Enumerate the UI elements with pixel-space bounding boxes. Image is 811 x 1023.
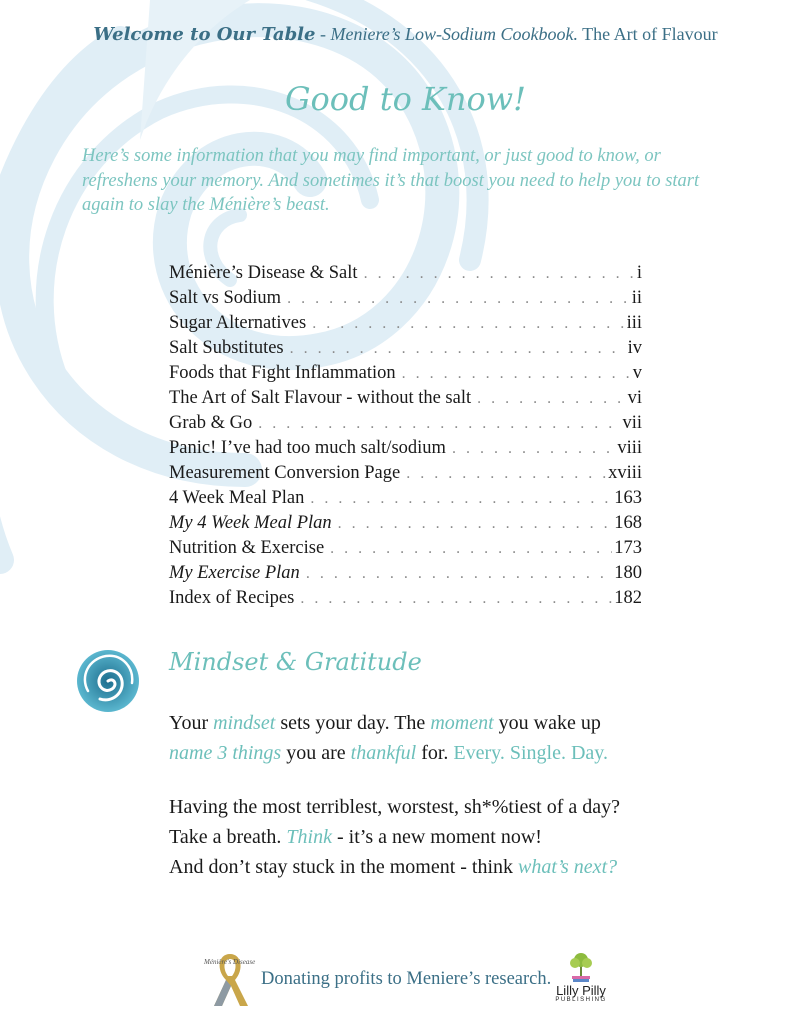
- section-title: Mindset & Gratitude: [169, 648, 422, 676]
- page-title: Good to Know!: [284, 80, 527, 118]
- dot-leader: [287, 290, 630, 308]
- toc-entry-page: 168: [614, 513, 642, 533]
- mindset-paragraph: [169, 708, 729, 768]
- toc-entry[interactable]: [169, 488, 642, 513]
- text-span: you wake up: [493, 712, 601, 734]
- toc-entry[interactable]: [169, 263, 642, 288]
- toc-entry-title: Salt Substitutes: [169, 338, 284, 358]
- toc-entry[interactable]: [169, 288, 642, 313]
- dot-leader: [477, 390, 625, 408]
- text-span: And don’t stay stuck in the moment - think: [169, 856, 519, 878]
- toc-entry-title: Measurement Conversion Page: [169, 463, 401, 483]
- text-span: you are: [281, 742, 351, 764]
- dot-leader: [338, 515, 613, 533]
- toc-entry-page: xviii: [608, 463, 642, 483]
- toc-entry-title: 4 Week Meal Plan: [169, 488, 305, 508]
- bad-day-line: [169, 852, 729, 882]
- text-span: - it’s a new moment now!: [331, 826, 542, 848]
- bad-day-line: [169, 822, 729, 852]
- highlight-whats-next: what’s next?: [518, 856, 618, 878]
- toc-entry-page: 163: [614, 488, 642, 508]
- mindset-line: [169, 738, 729, 768]
- running-header: [0, 24, 811, 45]
- dot-leader: [452, 440, 615, 458]
- toc-entry[interactable]: [169, 363, 642, 388]
- toc-entry[interactable]: [169, 438, 642, 463]
- text-span: Take a breath.: [169, 826, 287, 848]
- toc-entry-title: My 4 Week Meal Plan: [169, 513, 332, 533]
- toc-entry-title: The Art of Salt Flavour - without the salt: [169, 388, 472, 408]
- toc-entry[interactable]: [169, 313, 642, 338]
- toc-entry[interactable]: [169, 338, 642, 363]
- publisher-name: Lilly Pilly: [556, 983, 606, 998]
- toc-entry[interactable]: [169, 513, 642, 538]
- toc-entry-title: Foods that Fight Inflammation: [169, 363, 396, 383]
- donation-note: Donating profits to Meniere’s research.: [261, 969, 552, 989]
- toc-entry-title: Nutrition & Exercise: [169, 538, 325, 558]
- header-book-title: Meniere’s Low-Sodium Cookbook.: [330, 24, 578, 44]
- toc-entry-page: v: [632, 363, 642, 383]
- header-separator: -: [315, 24, 331, 44]
- dot-leader: [310, 490, 612, 508]
- toc-entry[interactable]: [169, 538, 642, 563]
- toc-entry-title: Panic! I’ve had too much salt/sodium: [169, 438, 446, 458]
- publisher-sub: PUBLISHING: [555, 997, 607, 1003]
- dot-leader: [364, 265, 635, 283]
- dot-leader: [330, 540, 612, 558]
- toc-entry-page: viii: [617, 438, 642, 458]
- highlight-moment: moment: [430, 712, 494, 734]
- toc-entry-page: ii: [631, 288, 642, 308]
- toc-entry[interactable]: [169, 563, 642, 588]
- dot-leader: [312, 315, 624, 333]
- toc-entry[interactable]: [169, 388, 642, 413]
- swirl-icon: [74, 647, 142, 715]
- highlight-every-day: Every. Single. Day.: [453, 742, 608, 764]
- tree-logo-icon: [564, 950, 598, 984]
- text-span: for.: [416, 742, 454, 764]
- toc-entry[interactable]: [169, 463, 642, 488]
- toc-entry-page: 180: [614, 563, 642, 583]
- bad-day-paragraph: [169, 792, 729, 882]
- highlight-three-things: name 3 things: [169, 742, 282, 764]
- dot-leader: [290, 340, 626, 358]
- toc-entry[interactable]: [169, 588, 642, 613]
- bad-day-line: Having the most terriblest, worstest, sh*%tiest of a day?: [169, 796, 621, 818]
- dot-leader: [402, 365, 631, 383]
- table-of-contents: [169, 263, 642, 613]
- text-span: sets your day. The: [275, 712, 431, 734]
- dot-leader: [306, 565, 612, 583]
- toc-entry-page: iii: [626, 313, 642, 333]
- publisher-logo: [546, 950, 616, 1012]
- toc-entry-page: vi: [627, 388, 642, 408]
- toc-entry[interactable]: [169, 413, 642, 438]
- toc-entry-title: Grab & Go: [169, 413, 253, 433]
- highlight-thankful: thankful: [350, 742, 417, 764]
- toc-entry-page: i: [636, 263, 642, 283]
- toc-entry-title: Salt vs Sodium: [169, 288, 282, 308]
- toc-entry-title: Index of Recipes: [169, 588, 295, 608]
- highlight-mindset: mindset: [213, 712, 276, 734]
- text-span: Your: [169, 712, 214, 734]
- dot-leader: [258, 415, 620, 433]
- ribbon-caption: Ménière's Disease: [204, 958, 256, 966]
- toc-entry-page: 173: [614, 538, 642, 558]
- toc-entry-page: vii: [622, 413, 642, 433]
- header-welcome: Welcome to Our Table: [93, 24, 316, 45]
- toc-entry-title: Ménière’s Disease & Salt: [169, 263, 358, 283]
- toc-entry-page: iv: [627, 338, 642, 358]
- header-subtitle: The Art of Flavour: [577, 24, 718, 44]
- toc-entry-title: My Exercise Plan: [169, 563, 300, 583]
- intro-paragraph: Here’s some information that you may find important, or just good to know, or refreshens your memory. And sometimes it’s that boost you need to help you to start again to slay the Ménière’s beast.: [82, 146, 700, 215]
- dot-leader: [406, 465, 606, 483]
- dot-leader: [300, 590, 612, 608]
- highlight-think: Think: [286, 826, 332, 848]
- mindset-line: [169, 708, 729, 738]
- toc-entry-title: Sugar Alternatives: [169, 313, 307, 333]
- toc-entry-page: 182: [614, 588, 642, 608]
